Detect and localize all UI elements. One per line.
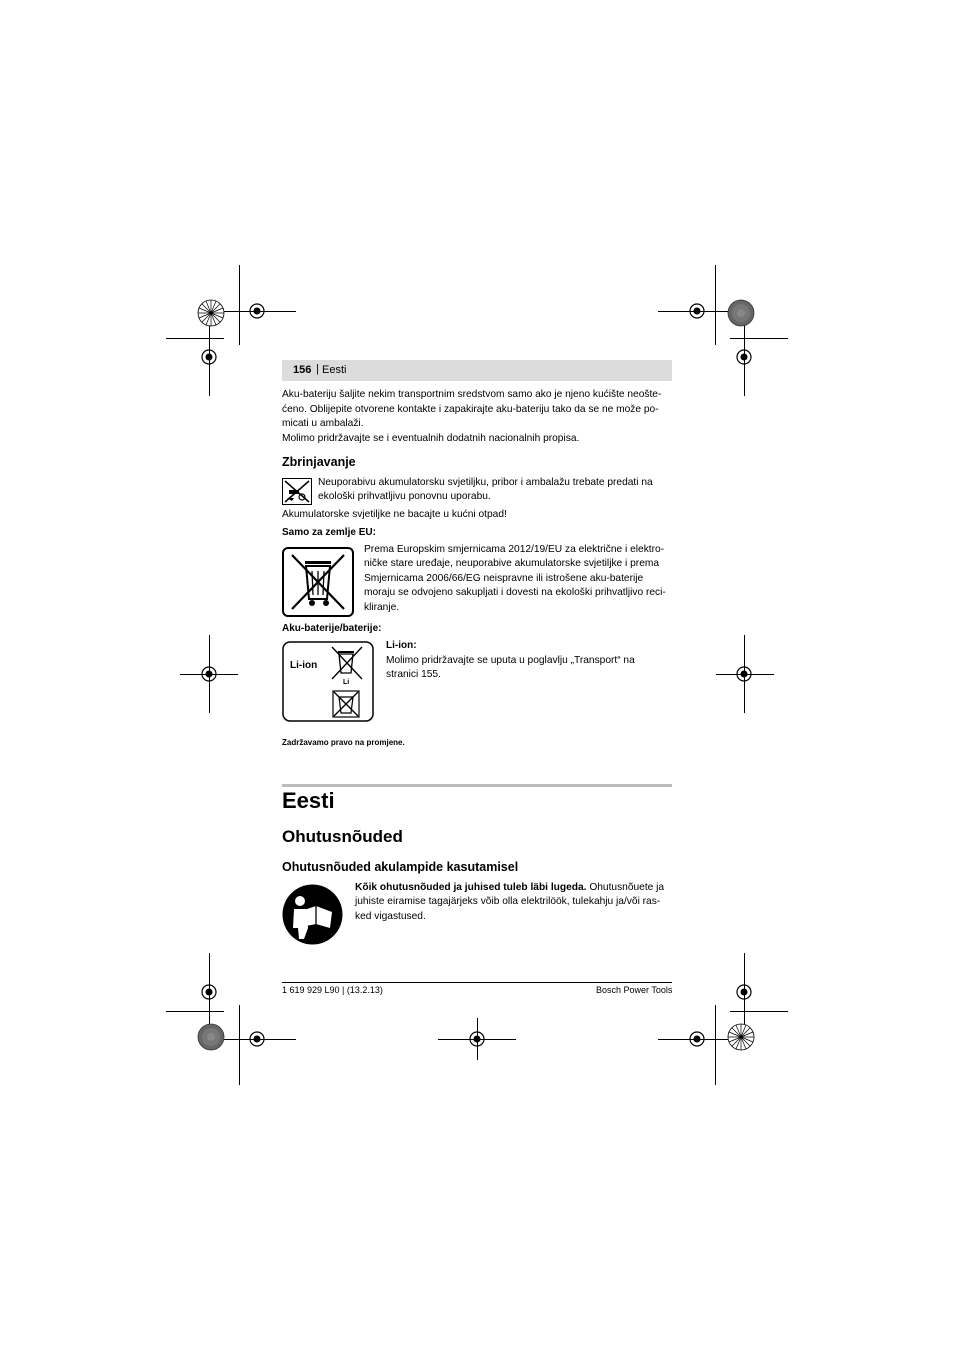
weee-bin-icon (282, 547, 354, 617)
section-title: Eesti (282, 788, 335, 813)
disposal-text-2: ekološki prihvatljivu ponovnu uporabu. (318, 491, 491, 502)
liion-label: Li-ion: (386, 640, 417, 651)
section-subtitle: Ohutusnõuded (282, 827, 403, 846)
footer-rule (282, 982, 672, 983)
section-subheading: Ohutusnõuded akulampide kasutamisel (282, 860, 519, 874)
intro-line-2: ćeno. Oblijepite otvorene kontakte i zapakirajte aku-bateriju tako da se ne može po- (282, 404, 659, 415)
safety-rest: Ohutusnõuete ja (586, 882, 665, 893)
eu-text-4: moraju se odvojeno sakupljati i dovesti na ekološki prihvatljivo reci- (364, 587, 666, 598)
li-icon-label: Li (343, 679, 350, 686)
eu-heading: Samo za zemlje EU: (282, 527, 376, 538)
eu-text-1: Prema Europskim smjernicama 2012/19/EU za električne i elektro- (364, 544, 665, 555)
eu-text-2: ničke stare uređaje, neuporabive akumulatorske svjetiljke i prema (364, 558, 660, 569)
liion-symbol-box (282, 641, 374, 722)
disposal-text-1: Neuporabivu akumulatorsku svjetiljku, pribor i ambalažu trebate predati na (318, 477, 653, 488)
liion-text-2: stranici 155. (386, 669, 441, 680)
header-language: Eesti (322, 364, 347, 376)
header-separator: | (316, 363, 319, 375)
eu-text-3: Smjernicama 2006/66/EG neispravne ili istrošene aku-baterije (364, 573, 644, 584)
section-divider (282, 784, 672, 787)
safety-line-2: juhiste eiramise tagajärjeks võib olla elektrilöök, tulekahju ja/või ras- (355, 896, 661, 907)
footer-left: 1 619 929 L90 | (13.2.13) (282, 985, 383, 995)
safety-bold: Kõik ohutusnõuded ja juhised tuleb läbi lugeda. (355, 882, 587, 893)
reserve-note: Zadržavamo pravo na promjene. (282, 738, 405, 747)
read-manual-icon (282, 884, 343, 945)
disposal-text-3: Akumulatorske svjetiljke ne bacajte u kućni otpad! (282, 509, 507, 520)
page-header (282, 360, 672, 381)
safety-line-1 (355, 881, 664, 896)
footer-right: Bosch Power Tools (596, 985, 673, 995)
eu-text-5: kliranje. (364, 602, 400, 613)
liion-recycle-icon (282, 641, 374, 722)
battery-heading: Aku-baterije/baterije: (282, 623, 382, 634)
recycle-tools-icon (282, 478, 312, 505)
intro-line-3: micati u ambalaži. (282, 418, 364, 429)
intro-line-1: Aku-bateriju šaljite nekim transportnim sredstvom samo ako je njeno kućište neošte- (282, 389, 662, 400)
safety-line-3: ked vigastused. (355, 911, 426, 922)
page-number: 156 (293, 364, 312, 376)
disposal-heading: Zbrinjavanje (282, 455, 356, 469)
intro-line-4: Molimo pridržavajte se i eventualnih dodatnih nacionalnih propisa. (282, 433, 580, 444)
liion-text-1: Molimo pridržavajte se uputa u poglavlju „Transport“ na (386, 655, 635, 666)
liion-icon-label: Li-ion (290, 660, 318, 671)
